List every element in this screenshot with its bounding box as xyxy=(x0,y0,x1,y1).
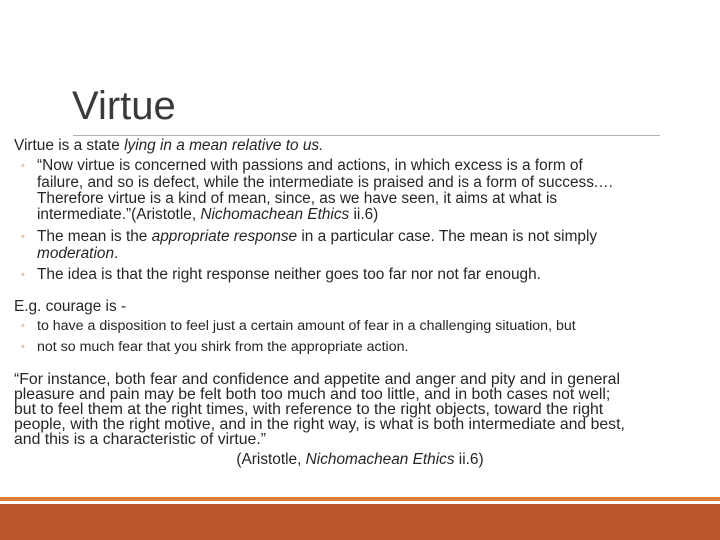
footer-accent-band xyxy=(0,504,720,540)
example-bullet-1: ◦ to have a disposition to feel just a certain amount of fear in a challenging situation, but xyxy=(21,318,576,334)
footer-accent-stripe xyxy=(0,497,720,501)
bullet-marker: ◦ xyxy=(21,269,25,281)
bullet-1-line-2: failure, and so is defect, while the intermediate is praised and is a form of success.… xyxy=(37,174,614,191)
quote-citation: (Aristotle, Nichomachean Ethics ii.6) xyxy=(236,451,484,468)
bullet-marker: ◦ xyxy=(21,341,25,353)
intro-plain: Virtue is a state xyxy=(14,137,125,154)
example-heading: E.g. courage is - xyxy=(14,298,127,315)
slide-title: Virtue xyxy=(72,84,176,128)
quote-line-1: “For instance, both fear and confidence and appetite and anger and pity and in general xyxy=(14,371,620,388)
title-underline xyxy=(73,135,660,136)
example-bullet-2: ◦ not so much fear that you shirk from the appropriate action. xyxy=(21,339,409,355)
quote-line-3: but to feel them at the right times, with reference to the right objects, toward the right xyxy=(14,401,604,418)
bullet-1-line-4: intermediate.”(Aristotle, Nichomachean Ethics ii.6) xyxy=(37,206,379,223)
intro-text xyxy=(14,137,323,154)
quote-line-2: pleasure and pain may be felt both too much and too little, and in both cases not well; xyxy=(14,386,611,403)
bullet-marker: ◦ xyxy=(21,320,25,332)
quote-line-5: and this is a characteristic of virtue.” xyxy=(14,431,266,448)
bullet-2-line-2: moderation. xyxy=(37,245,119,262)
bullet-marker: ◦ xyxy=(21,231,25,243)
intro-italic: lying in a mean relative to us. xyxy=(124,137,324,154)
bullet-1-line-3: Therefore virtue is a kind of mean, since, as we have seen, it aims at what is xyxy=(37,190,558,207)
bullet-3: ◦ The idea is that the right response neither goes too far nor not far enough. xyxy=(21,266,541,283)
bullet-2-line-1: ◦ The mean is the appropriate response in a particular case. The mean is not simply xyxy=(21,228,598,245)
quote-line-4: people, with the right motive, and in the right way, is what is both intermediate and best, xyxy=(14,416,625,433)
bullet-1-line-1: ◦ “Now virtue is concerned with passions and actions, in which excess is a form of xyxy=(21,157,583,174)
bullet-marker: ◦ xyxy=(21,160,25,172)
